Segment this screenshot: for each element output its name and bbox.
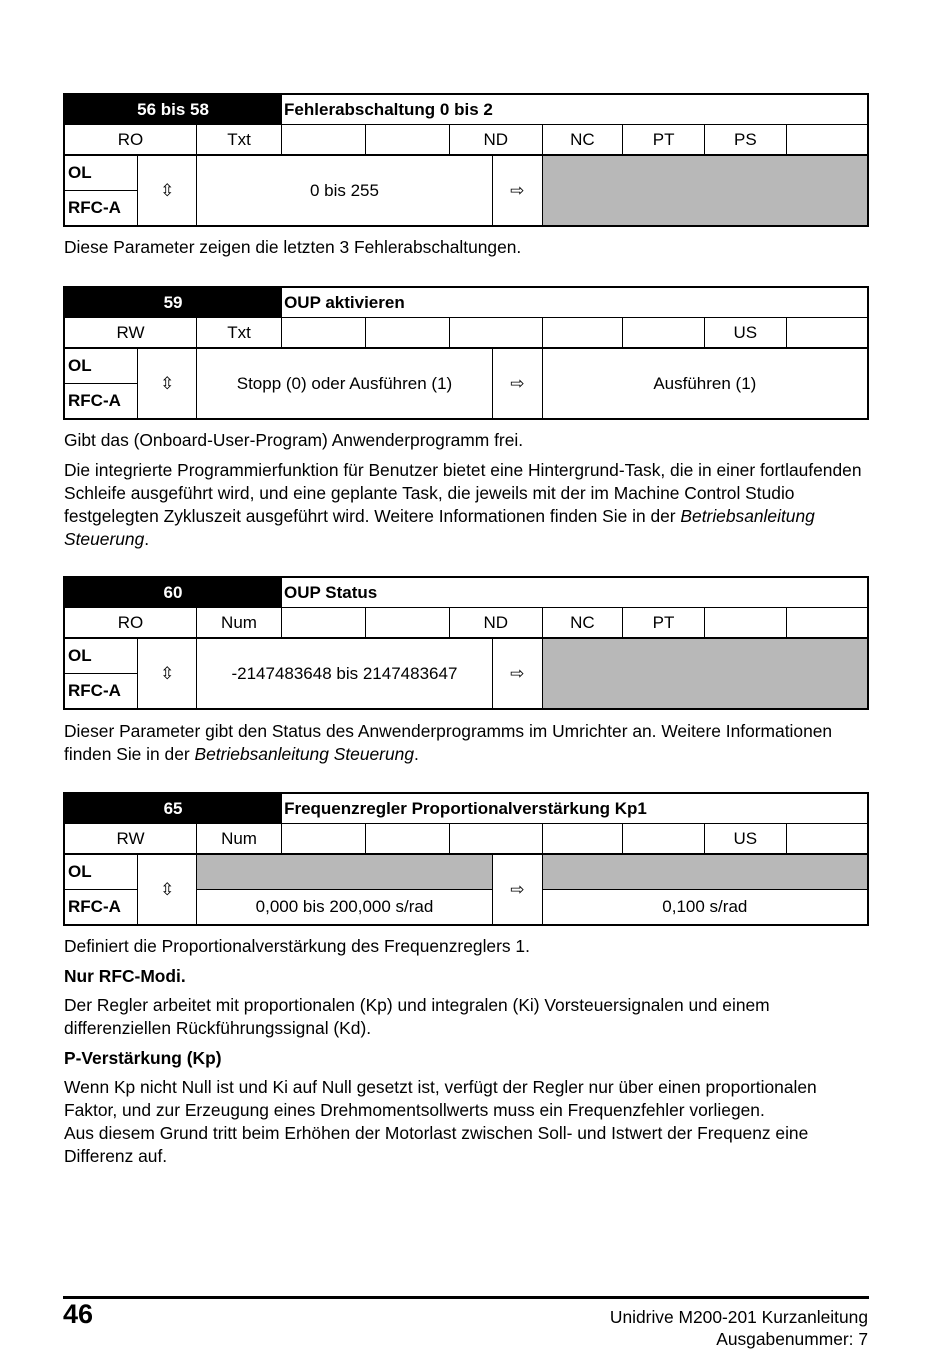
default-arrow-icon: ⇨: [492, 348, 542, 419]
default-arrow-icon: ⇨: [492, 155, 542, 226]
attr-cell: [786, 125, 868, 156]
attr-cell: [704, 608, 786, 639]
attr-cell: PT: [623, 125, 705, 156]
default-arrow-icon: ⇨: [492, 854, 542, 925]
mode-ol: OL: [64, 854, 138, 890]
manual-reference: Betriebsanleitung Steuerung: [194, 744, 414, 764]
param-table-59: [63, 286, 869, 420]
attr-cell: [282, 318, 366, 349]
attr-cell: RW: [64, 824, 197, 855]
param-table-60: [63, 576, 869, 710]
edition-number: Ausgabenummer: 7: [716, 1329, 868, 1349]
attr-cell: NC: [542, 608, 623, 639]
heading-rfc-modes: Nur RFC-Modi.: [64, 966, 186, 986]
footer-info: [610, 1306, 868, 1350]
range-arrow-icon: ⇳: [138, 348, 197, 419]
mode-rfc-a: RFC-A: [64, 890, 138, 926]
attr-cell: PS: [704, 125, 786, 156]
punctuation: .: [414, 744, 419, 764]
document-title: Unidrive M200-201 Kurzanleitung: [609, 1307, 868, 1327]
param-name: Fehlerabschaltung 0 bis 2: [282, 94, 868, 125]
param-default: Ausführen (1): [542, 348, 868, 419]
attr-cell: [282, 125, 366, 156]
range-arrow-icon: ⇳: [138, 638, 197, 709]
mode-rfc-a: RFC-A: [64, 384, 138, 420]
attr-cell: [449, 824, 542, 855]
param-range: -2147483648 bis 2147483647: [196, 638, 492, 709]
description-60-text: Dieser Parameter gibt den Status des Anwenderprogramms im Umrichter an. Weitere Informationen finden Sie in der: [64, 721, 833, 764]
punctuation: .: [144, 529, 150, 549]
param-range: 0 bis 255: [197, 155, 493, 226]
attr-cell: RO: [64, 125, 197, 156]
description-60: [64, 720, 874, 766]
param-number: 65: [64, 793, 282, 824]
description-65-controller: Der Regler arbeitet mit proportionalen (Kp) und integralen (Ki) Vorsteuersignalen und einem differenziellen Rückführungssignal (Kd).: [64, 995, 770, 1038]
description-59-line1: Gibt das (Onboard-User-Program) Anwenderprogramm frei.: [64, 430, 524, 450]
description-56: Diese Parameter zeigen die letzten 3 Fehlerabschaltungen.: [64, 237, 522, 257]
attr-cell: [542, 824, 623, 855]
param-default: [542, 638, 868, 709]
attr-cell: Txt: [197, 318, 282, 349]
param-number: 56 bis 58: [64, 94, 282, 125]
attr-cell: [365, 318, 449, 349]
manual-reference: Betriebsanleitung Steuerung: [64, 506, 815, 549]
param-range-rfc: 0,000 bis 200,000 s/rad: [197, 890, 493, 926]
mode-ol: OL: [64, 348, 138, 384]
description-65-kp: Wenn Kp nicht Null ist und Ki auf Null gesetzt ist, verfügt der Regler nur über einen proportionalen Faktor, und zur Erzeugung eines Drehmomentsollwerts muss ein Frequenzfehler vorliegen.: [64, 1077, 817, 1120]
param-default-ol: [542, 854, 868, 890]
param-number: 59: [64, 287, 282, 318]
attr-cell: [623, 318, 705, 349]
attr-cell: US: [704, 824, 786, 855]
param-default-rfc: 0,100 s/rad: [542, 890, 868, 926]
mode-rfc-a: RFC-A: [64, 674, 138, 710]
attr-cell: [786, 608, 868, 639]
attr-cell: [365, 608, 449, 639]
default-arrow-icon: ⇨: [492, 638, 542, 709]
description-59-text: Die integrierte Programmierfunktion für Benutzer bietet eine Hintergrund-Task, die in einer fortlaufenden Schleife ausgeführt wird, und eine geplante Task, die jeweils mit der im Machine Control Studio festgelegten Zykluszeit ausgeführt wird. Weitere Informationen finden Sie in der: [64, 460, 862, 526]
param-name: OUP aktivieren: [282, 287, 868, 318]
param-range-ol: [197, 854, 493, 890]
attr-cell: [282, 608, 366, 639]
description-65-line1: Definiert die Proportionalverstärkung des Frequenzreglers 1.: [64, 936, 530, 956]
range-arrow-icon: ⇳: [138, 155, 197, 226]
param-name: Frequenzregler Proportionalverstärkung Kp1: [282, 793, 868, 824]
param-default: [542, 155, 868, 226]
param-table-56-58: [63, 93, 869, 227]
attr-cell: [786, 318, 868, 349]
attr-cell: PT: [623, 608, 705, 639]
attr-cell: [449, 318, 542, 349]
attr-cell: [786, 824, 868, 855]
mode-ol: OL: [64, 638, 138, 674]
mode-ol: OL: [64, 155, 138, 191]
param-range: Stopp (0) oder Ausführen (1): [197, 348, 493, 419]
footer-rule: [63, 1296, 869, 1299]
attr-cell: [365, 125, 449, 156]
description-59-body: [64, 459, 874, 551]
attr-cell: [282, 824, 366, 855]
description-65-difference: Aus diesem Grund tritt beim Erhöhen der Motorlast zwischen Soll- und Istwert der Frequenz eine Differenz auf.: [64, 1123, 809, 1166]
page-number: 46: [63, 1299, 94, 1329]
attr-cell: Num: [197, 824, 282, 855]
heading-p-gain: P-Verstärkung (Kp): [64, 1048, 222, 1068]
attr-cell: US: [704, 318, 786, 349]
param-number: 60: [64, 577, 282, 608]
attr-cell: ND: [449, 125, 542, 156]
param-name: OUP Status: [282, 577, 868, 608]
attr-cell: Num: [196, 608, 281, 639]
attr-cell: NC: [542, 125, 623, 156]
attr-cell: [542, 318, 623, 349]
attr-cell: [623, 824, 705, 855]
attr-cell: RW: [64, 318, 197, 349]
attr-cell: Txt: [197, 125, 282, 156]
attr-cell: ND: [449, 608, 542, 639]
mode-rfc-a: RFC-A: [64, 191, 138, 227]
param-table-65: [63, 792, 869, 926]
attr-cell: RO: [64, 608, 196, 639]
attr-cell: [365, 824, 449, 855]
range-arrow-icon: ⇳: [138, 854, 197, 925]
